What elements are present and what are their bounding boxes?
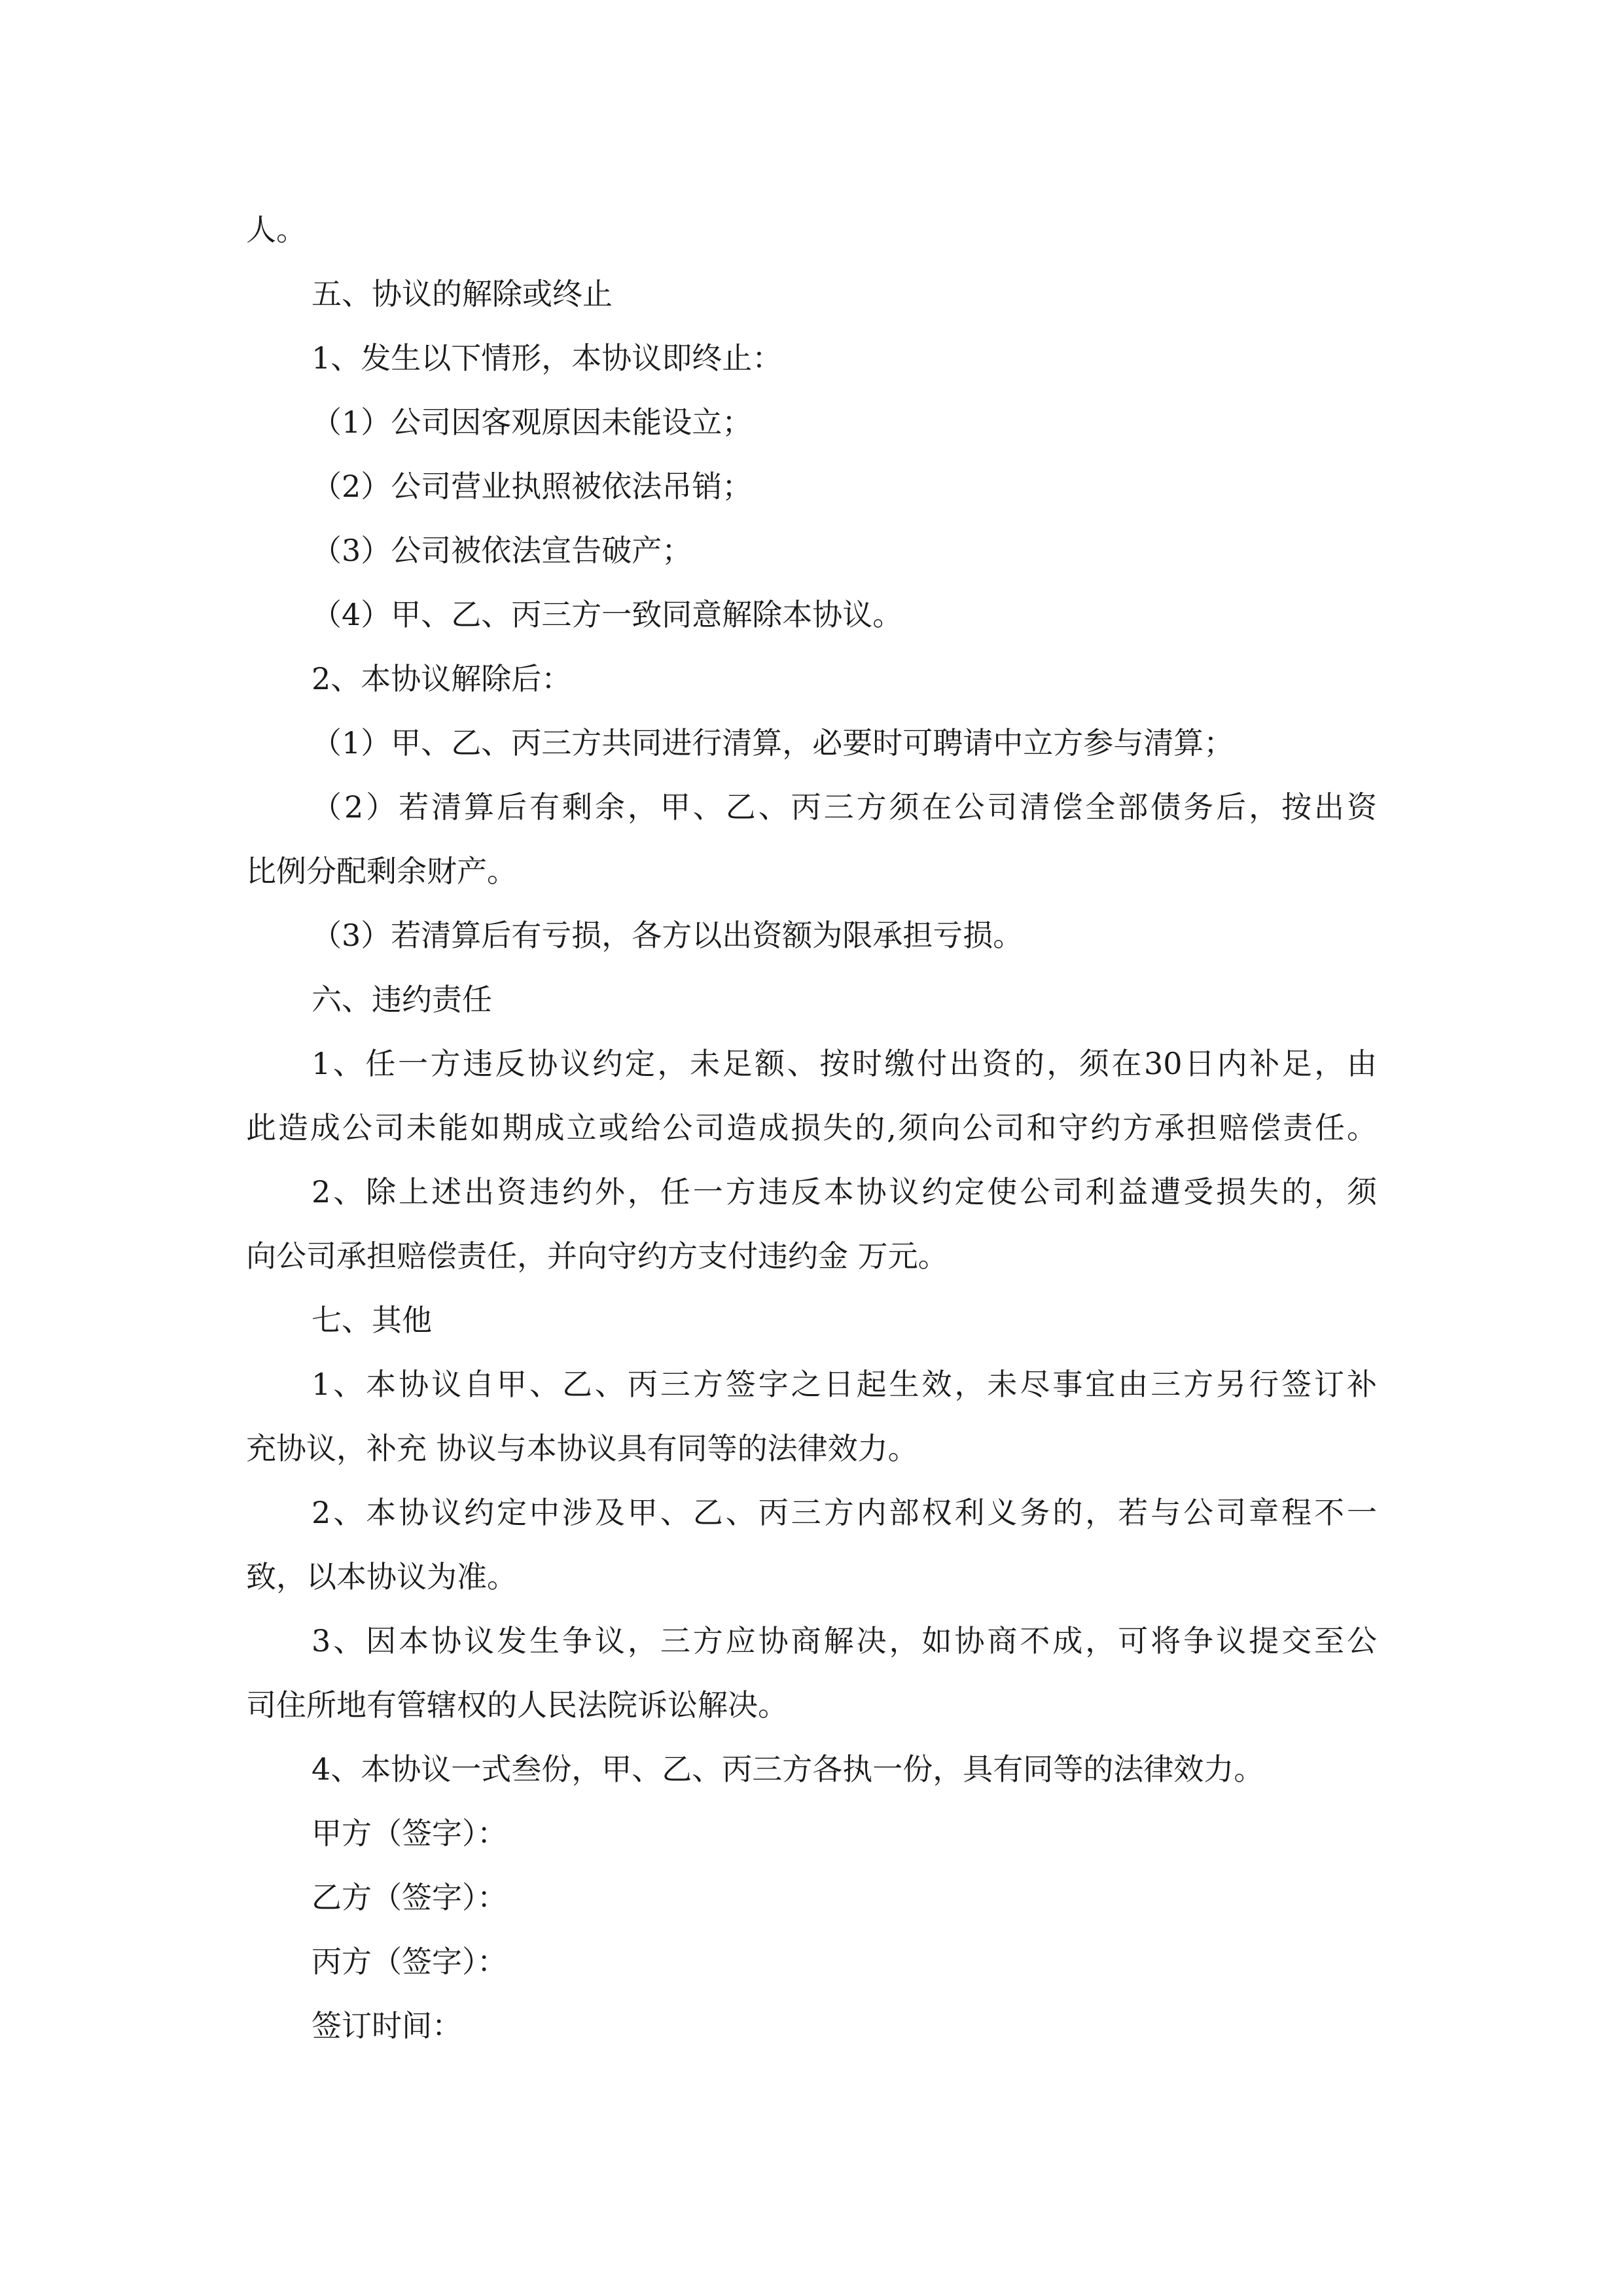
- signing-date-line: 签订时间：: [312, 2008, 462, 2043]
- text-line: 2、除上述出资违约外，任一方违反本协议约定使公司利益遭受损失的，须: [312, 1174, 1377, 1210]
- list-item: （2）若清算后有剩余，甲、乙、丙三方须在公司清偿全部债务后，按出资: [312, 789, 1377, 825]
- list-item: （3）若清算后有亏损，各方以出资额为限承担亏损。: [312, 918, 1024, 953]
- text-line: 此造成公司未能如期成立或给公司造成损失的,须向公司和守约方承担赔偿责任。: [246, 1110, 1377, 1145]
- text-line: 1、本协议自甲、乙、丙三方签字之日起生效，未尽事宜由三方另行签订补: [312, 1367, 1377, 1402]
- signature-line-party-a: 甲方（签字）：: [312, 1816, 507, 1851]
- text-line: 4、本协议一式叁份，甲、乙、丙三方各执一份，具有同等的法律效力。: [312, 1751, 1264, 1787]
- list-item: （4）甲、乙、丙三方一致同意解除本协议。: [312, 597, 903, 632]
- text-line: 比例分配剩余财产。: [246, 853, 517, 889]
- section-heading: 六、违约责任: [312, 982, 492, 1017]
- text-line: 致，以本协议为准。: [246, 1559, 517, 1594]
- text-line: 3、因本协议发生争议，三方应协商解决，如协商不成，可将争议提交至公: [312, 1623, 1377, 1659]
- signature-line-party-b: 乙方（签字）：: [312, 1880, 507, 1915]
- text-line: 司住所地有管辖权的人民法院诉讼解决。: [246, 1687, 788, 1723]
- list-item: （2）公司营业执照被依法吊销；: [312, 469, 753, 504]
- text-line: 人。: [246, 212, 306, 247]
- text-line: 向公司承担赔偿责任，并向守约方支付违约金 万元。: [246, 1238, 948, 1274]
- section-heading: 五、协议的解除或终止: [312, 276, 613, 312]
- signature-line-party-c: 丙方（签字）：: [312, 1944, 507, 1979]
- text-line: 2、本协议约定中涉及甲、乙、丙三方内部权利义务的，若与公司章程不一: [312, 1495, 1377, 1530]
- text-line: 1、发生以下情形，本协议即终止：: [312, 340, 783, 376]
- text-line: 1、任一方违反协议约定，未足额、按时缴付出资的，须在30日内补足，由: [312, 1046, 1377, 1081]
- document-body: [246, 198, 1377, 2058]
- list-item: （3）公司被依法宣告破产；: [312, 533, 692, 568]
- section-heading: 七、其他: [312, 1302, 432, 1338]
- text-line: 2、本协议解除后：: [312, 661, 572, 696]
- text-line: 充协议，补充 协议与本协议具有同等的法律效力。: [246, 1431, 918, 1466]
- list-item: （1）甲、乙、丙三方共同进行清算，必要时可聘请中立方参与清算；: [312, 725, 1234, 761]
- list-item: （1）公司因客观原因未能设立；: [312, 404, 753, 440]
